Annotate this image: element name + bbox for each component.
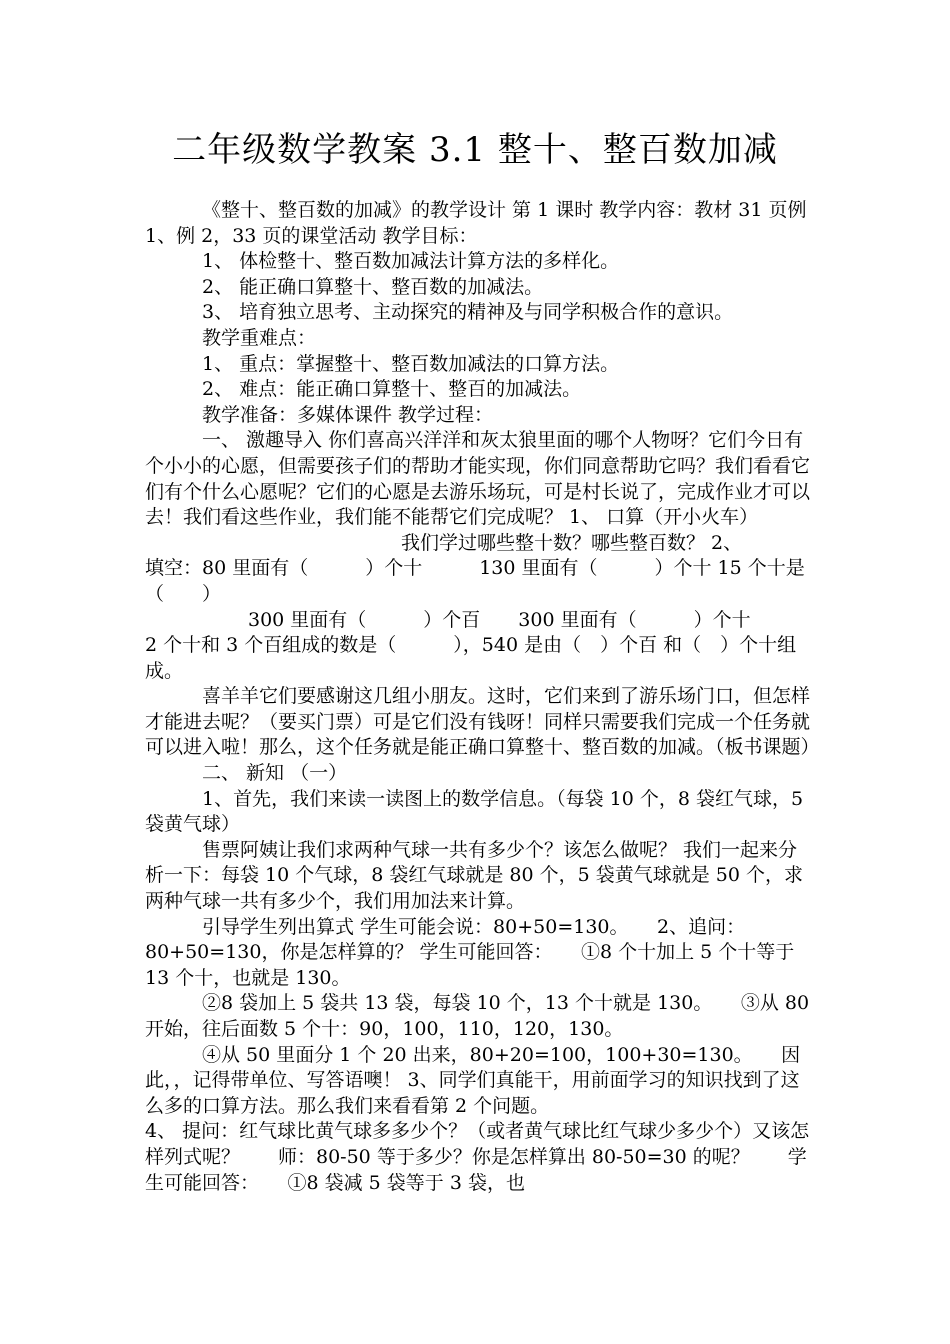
paragraph: 一、 激趣导入 你们喜高兴洋洋和灰太狼里面的哪个人物呀？它们今日有个小小的心愿，但需要孩子们的帮助才能实现，你们同意帮助它吗？我们看看它们有个什么心愿呢？它们的心愿是去游乐场玩，可是村长说了，完成作业才可以去！我们看这些作业，我们能不能帮它们完成呢？ 1、 口算（开小火车） bbox=[145, 429, 811, 529]
paragraph: ④从 50 里面分 1 个 20 出来，80+20=100，100+30=130。 因此，，记得带单位、写答语噢！ 3、同学们真能干，用前面学习的知识找到了这么多的口算方法。那么我们来看看第 2 个问题。 bbox=[145, 1043, 801, 1117]
paragraph: 2、 能正确口算整十、整百数的加减法。 bbox=[202, 275, 544, 298]
paragraph: 300 里面有（ ）个百 300 里面有（ ）个十 bbox=[248, 608, 751, 631]
paragraph: 引导学生列出算式 学生可能会说：80+50=130。 2、追问：80+50=130，你是怎样算的？ 学生可能回答： ①8 个十加上 5 个十等于 13 个十，也就是 130。 bbox=[145, 915, 795, 989]
paragraph: 1、 重点：掌握整十、整百数加减法的口算方法。 bbox=[202, 352, 620, 375]
paragraph: 我们学过哪些整十数？哪些整百数？ 2、 bbox=[401, 531, 743, 554]
paragraph: 喜羊羊它们要感谢这几组小朋友。这时，它们来到了游乐场门口，但怎样才能进去呢？（要买门票）可是它们没有钱呀！同样只需要我们完成一个任务就可以进入啦！那么，这个任务就是能正确口算整十、整百数的加减。（板书课题） bbox=[145, 685, 820, 759]
paragraph: 1、 体检整十、整百数加减法计算方法的多样化。 bbox=[202, 250, 620, 273]
paragraph: ②8 袋加上 5 袋共 13 袋，每袋 10 个，13 个十就是 130。 ③从 80 开始，往后面数 5 个十：90，100，110，120，130。 bbox=[145, 992, 810, 1040]
paragraph: 1、首先，我们来读一读图上的数学信息。（每袋 10 个，8 袋红气球，5 袋黄气球） bbox=[145, 787, 804, 836]
paragraph: 《整十、整百数的加减》的教学设计 第 1 课时 教学内容：教材 31 页例 1、例 2，33 页的课堂活动 教学目标： bbox=[145, 199, 807, 247]
paragraph: 售票阿姨让我们求两种气球一共有多少个？该怎么做呢？ 我们一起来分析一下：每袋 10 个气球，8 袋红气球就是 80 个，5 袋黄气球就是 50 个，求两种气球一共有多少个，我们用加法来计算。 bbox=[145, 838, 804, 913]
paragraph: 3、 培育独立思考、主动探究的精神及与同学积极合作的意识。 bbox=[202, 301, 734, 324]
paragraph: 2 个十和 3 个百组成的数是（ ），540 是由（ ）个百 和（ ）个十组成。 bbox=[145, 634, 797, 682]
document-body bbox=[145, 198, 820, 1196]
paragraph: 二、 新知 （一） bbox=[202, 762, 348, 785]
document-title: 二年级数学教案 3.1 整十、整百数加减 bbox=[172, 130, 778, 170]
paragraph: 教学准备：多媒体课件 教学过程： bbox=[202, 403, 494, 426]
paragraph: 教学重难点： bbox=[202, 326, 317, 349]
paragraph: 填空：80 里面有（ ）个十 130 里面有（ ）个十 15 个十是（ ） bbox=[145, 557, 805, 605]
paragraph: 4、 提问：红气球比黄气球多多少个？（或者黄气球比红气球少多少个）又该怎样列式呢？ 师：80-50 等于多少？你是怎样算出 80-50=30 的呢？ 学生可能回答： ①8 袋减 5 袋等于 3 袋，也 bbox=[145, 1120, 810, 1194]
paragraph: 2、 难点：能正确口算整十、整百的加减法。 bbox=[202, 378, 582, 401]
